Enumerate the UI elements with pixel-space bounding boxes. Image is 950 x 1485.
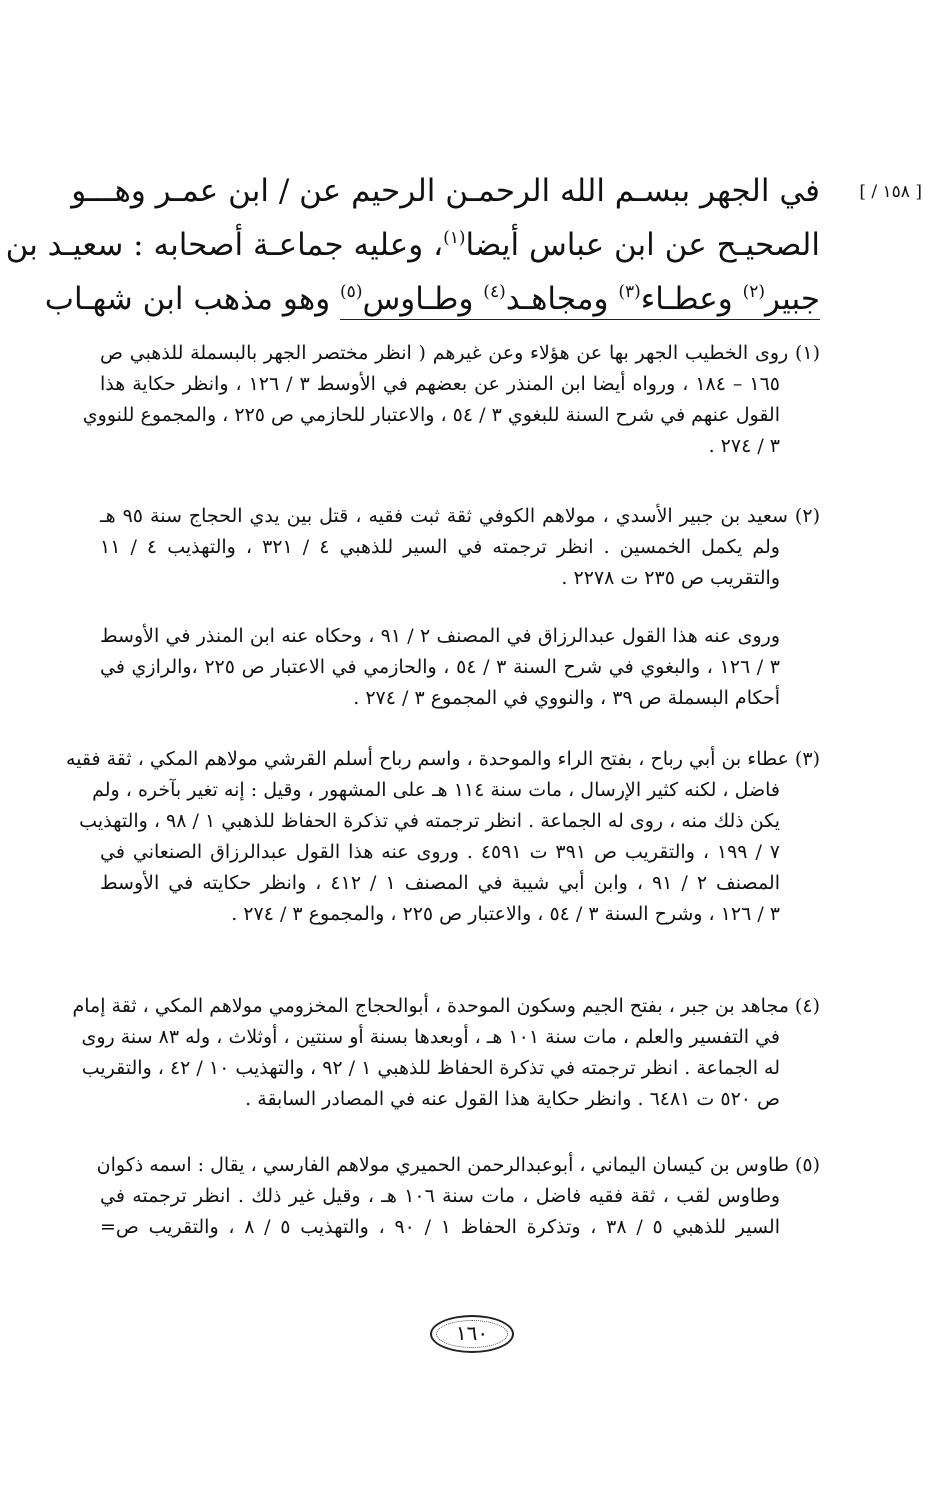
footnote-line: (٤) مجاهد بن جبر ، بفتح الجيم وسكون الموحدة ، أبوالحجاج المخزومي مولاهم المكي ، ثقة إمام xyxy=(72,995,820,1017)
footnote-3 xyxy=(65,744,820,930)
footnote-line: ٣ / ٢٧٤ . xyxy=(708,435,780,457)
footnote-line: ٣ / ١٢٦ ، وشرح السنة ٣ / ٥٤ ، والاعتبار ص ٢٢٥ ، والمجموع ٣ / ٢٧٤ . xyxy=(231,903,780,925)
footnote-line: ٣ / ١٢٦ ، والبغوي في شرح السنة ٣ / ٥٤ ، والحازمي في الاعتبار ص ٢٢٥ ،والرازي في xyxy=(100,656,781,678)
footnote-line: والتقريب ص ٢٣٥ ت ٢٢٧٨ . xyxy=(561,567,780,589)
footnote-line: (٢) سعيد بن جبير الأسدي ، مولاهم الكوفي ثقة ثبت فقيه ، قتل بين يدي الحجاج سنة ٩٥ هـ xyxy=(100,505,820,527)
main-line-3-d: وطـاوس xyxy=(362,281,484,317)
footnote-ref-1: (١) xyxy=(443,228,466,248)
footnote-line: في التفسير والعلم ، مات سنة ١٠١ هـ ، أوبعدها بسنة أو سنتين ، أوثلاث ، وله ٨٣ سنة روى xyxy=(81,1026,780,1048)
footnote-line: ولم يكمل الخمسين . انظر ترجمته في السير للذهبي ٤ / ٣٢١ ، والتهذيب ٤ / ١١ xyxy=(100,536,780,558)
footnote-line: له الجماعة . انظر ترجمته في تذكرة الحفاظ للذهبي ١ / ٩٢ ، والتهذيب ١٠ / ٤٢ ، والتقريب xyxy=(81,1057,780,1079)
footnote-line: يكن ذلك منه ، روى له الجماعة . انظر ترجمته في تذكرة الحفاظ للذهبي ١ / ٩٨ ، والتهذيب xyxy=(79,810,780,832)
footnote-line: وطاوس لقب ، ثقة فقيه فاضل ، مات سنة ١٠٦ هـ ، وقيل غير ذلك . انظر ترجمته في xyxy=(100,1185,780,1207)
main-line-2-a: الصحيـح عن ابن عباس أيضا xyxy=(465,227,820,263)
footnote-line: فاضل ، لكنه كثير الإرسال ، مات سنة ١١٤ هـ على المشهور ، وقيل : إنه تغير بآخره ، ولم xyxy=(92,779,780,801)
footnote-4 xyxy=(72,991,820,1115)
footnote-line: ٧ / ١٩٩ ، والتقريب ص ٣٩١ ت ٤٥٩١ . وروى عنه هذا القول عبدالرزاق الصنعاني في xyxy=(100,841,781,863)
main-line-2 xyxy=(5,218,820,272)
main-line-3-a: جبير xyxy=(765,281,820,317)
footnote-line: (٣) عطاء بن أبي رباح ، بفتح الراء والموحدة ، واسم رباح أسلم القرشي مولاهم المكي ، ثقة فقيه xyxy=(65,748,820,770)
footnote-ref-4: (٤) xyxy=(483,282,506,302)
footnote-line: أحكام البسملة ص ٣٩ ، والنووي في المجموع ٣ / ٢٧٤ . xyxy=(353,687,780,709)
footnote-2 xyxy=(100,501,820,594)
footnote-ref-3: (٣) xyxy=(618,282,641,302)
main-line-3-underlined xyxy=(340,281,820,320)
main-line-2-b: ، وعليه جماعـة أصحابه : سعيـد بن xyxy=(5,227,444,263)
main-line-1: في الجهر ببسـم الله الرحمـن الرحيم عن / ابن عمـر وهـــو xyxy=(71,173,820,209)
page-number: ١٦٠ xyxy=(430,1315,514,1353)
footnote-line: وروى عنه هذا القول عبدالرزاق في المصنف ٢ / ٩١ ، وحكاه عنه ابن المنذر في الأوسط xyxy=(100,625,780,647)
main-line-3-e: وهو مذهب ابن شهـاب xyxy=(44,281,341,317)
footnote-line: (٥) طاوس بن كيسان اليماني ، أبوعبدالرحمن الحميري مولاهم الفارسي ، يقال : اسمه ذكوان xyxy=(96,1154,820,1176)
footnote-line: ص ٥٢٠ ت ٦٤٨١ . وانظر حكاية هذا القول عنه في المصادر السابقة . xyxy=(245,1088,780,1110)
main-text xyxy=(5,164,820,326)
footnote-line: (١) روى الخطيب الجهر بها عن هؤلاء وعن غيرهم ( انظر مختصر الجهر بالبسملة للذهبي ص xyxy=(100,342,820,364)
footnote-line: القول عنهم في شرح السنة للبغوي ٣ / ٥٤ ، والاعتبار للحازمي ص ٢٢٥ ، والمجموع للنووي xyxy=(82,404,780,426)
footnote-line: السير للذهبي ٥ / ٣٨ ، وتذكرة الحفاظ ١ / ٩٠ ، والتهذيب ٥ / ٨ ، والتقريب ص= xyxy=(100,1216,780,1238)
footnote-5 xyxy=(96,1150,820,1243)
main-line-3 xyxy=(44,272,820,326)
footnote-1 xyxy=(82,338,820,462)
footnote-line: ١٦٥ – ١٨٤ ، ورواه أيضا ابن المنذر عن بعضهم في الأوسط ٣ / ١٢٦ ، وانظر حكاية هذا xyxy=(100,373,780,395)
footnote-line: المصنف ٢ / ٩١ ، وابن أبي شيبة في المصنف ١ / ٤١٢ ، وانظر حكايته في الأوسط xyxy=(100,872,780,894)
manuscript-folio-marker: [ ١٥٨ / ] xyxy=(859,182,922,202)
footnote-ref-5: (٥) xyxy=(340,282,363,302)
footnote-ref-2: (٢) xyxy=(742,282,766,302)
footnote-2-continued xyxy=(100,621,820,714)
main-line-3-b: وعطـاء xyxy=(640,281,743,317)
main-line-3-c: ومجاهـد xyxy=(505,281,619,317)
